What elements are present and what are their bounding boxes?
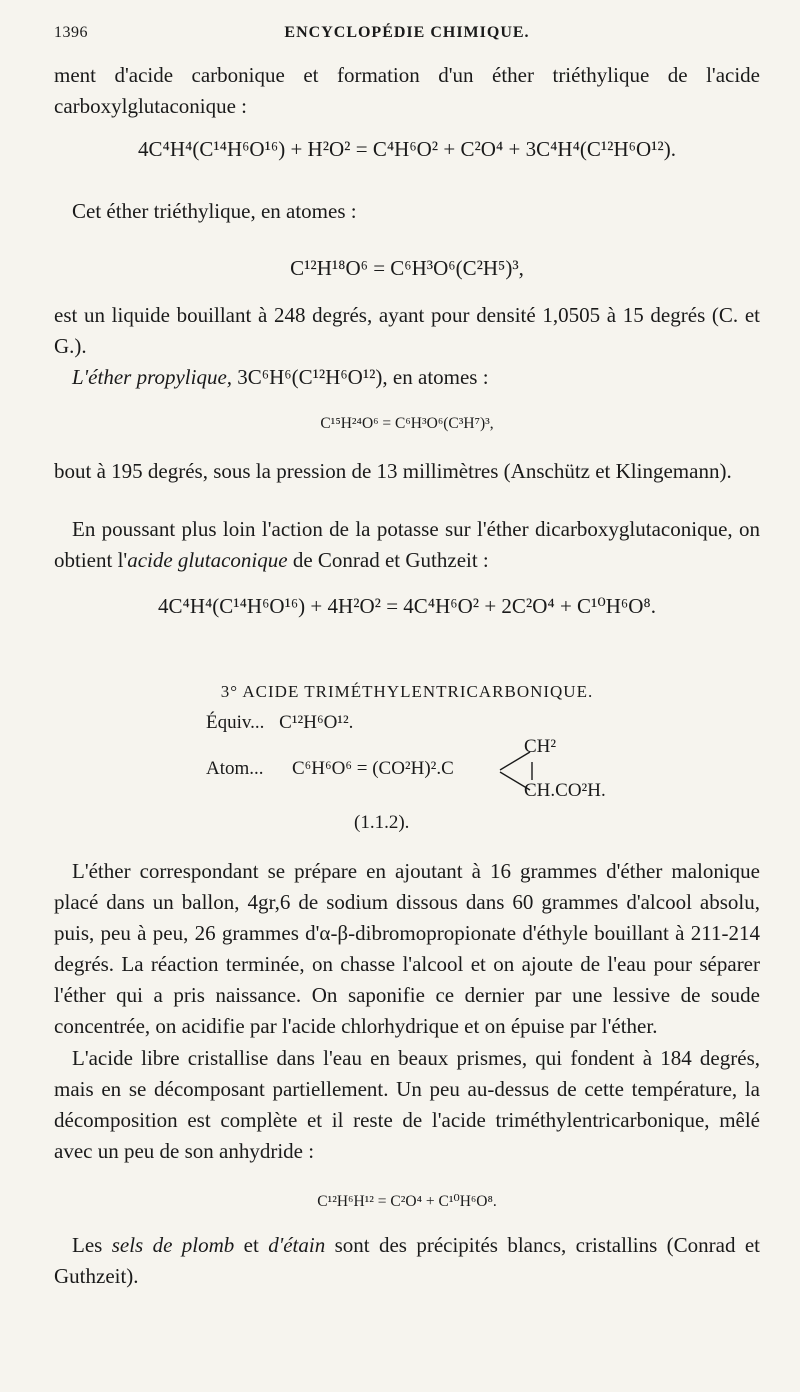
atom-formula: C⁶H⁶O⁶ = (CO²H)².C	[292, 758, 454, 779]
equation-3: C¹⁵H²⁴O⁶ = C⁶H³O⁶(C³H⁷)³,	[320, 415, 494, 432]
paragraph-2: Cet éther triéthylique, en atomes :	[72, 199, 357, 223]
atom-ch2-group: CH²	[524, 736, 557, 757]
position-index: (1.1.2).	[354, 812, 410, 833]
tin-salts-term: d'étain	[268, 1233, 326, 1257]
paragraph-3: est un liquide bouillant à 248 degrés, ayant pour densité 1,0505 à 15 degrés (C. et G.).	[54, 303, 760, 358]
equation-1: 4C⁴H⁴(C¹⁴H⁶O¹⁶) + H²O² = C⁴H⁶O² + C²O⁴ + 3C⁴H⁴(C¹²H⁶O¹²).	[138, 137, 676, 161]
section-number: 3°	[220, 682, 239, 701]
propyl-ether-label: L'éther propylique,	[72, 365, 233, 389]
atom-ch-co2h-group: CH.CO²H.	[524, 780, 606, 801]
equation-2: C¹²H¹⁸O⁶ = C⁶H³O⁶(C²H⁵)³,	[290, 256, 524, 280]
equivalent-formula-row	[206, 712, 353, 734]
equation-4: 4C⁴H⁴(C¹⁴H⁶O¹⁶) + 4H²O² = 4C⁴H⁶O² + 2C²O⁴ + C¹⁰H⁶O⁸.	[157, 594, 656, 618]
paragraph-7: L'éther correspondant se prépare en ajoutant à 16 grammes d'éther malonique placé dans un ballon, 4gr,6 de sodium dissous dans 60 grammes d'alcool absolu, puis, peu à peu, 26 grammes d'α-β-dibromopropionate d'éthyle bouillant à 211-214 degrés. La réaction terminée, on chasse l'alcool et on ajoute de l'eau pour séparer l'éther qui a pris naissance. On saponifie ce dernier par une lessive de soude concentrée, on acidifie par l'acide chlorhydrique et on épuise par l'éther.	[54, 859, 760, 1038]
glutaconic-acid-term: acide glutaconique	[127, 548, 288, 572]
equiv-label: Équiv...	[206, 712, 265, 733]
lead-salts-term: sels de plomb	[111, 1233, 235, 1257]
section-heading	[54, 682, 760, 702]
paragraph-8: L'acide libre cristallise dans l'eau en beaux prismes, qui fondent à 184 degrés, mais en se décomposant partiellement. Un peu au-dessus de cette température, la décomposition est complète et il reste de l'acide triméthylentricarbonique, mêlé avec un peu de son anhydride :	[54, 1046, 760, 1163]
page-header	[54, 24, 760, 50]
equiv-formula: C¹²H⁶O¹².	[279, 712, 354, 733]
equation-5: C¹²H⁶H¹² = C²O⁴ + C¹⁰H⁶O⁸.	[317, 1193, 497, 1210]
running-title: ENCYCLOPÉDIE CHIMIQUE.	[284, 24, 530, 41]
paragraph-9: Les sels de plomb et d'étain sont des précipités blancs, cristallins (Conrad et Guthzeit).	[54, 1233, 761, 1288]
paragraph-5: bout à 195 degrés, sous la pression de 13 millimètres (Anschütz et Klingemann).	[54, 459, 732, 483]
paragraph-4: L'éther propylique, 3C⁶H⁶(C¹²H⁶O¹²), en atomes :	[72, 365, 489, 389]
paragraph-6: En poussant plus loin l'action de la potasse sur l'éther dicarboxyglutaconique, on obtient l'acide glutaconique de Conrad et Guthzeit :	[54, 517, 760, 572]
atomic-formula-row	[206, 736, 726, 812]
section-title: ACIDE TRIMÉTHYLENTRICARBONIQUE.	[242, 682, 594, 701]
page-number: 1396	[54, 24, 88, 41]
atom-label: Atom...	[206, 758, 264, 779]
paragraph-1: ment d'acide carbonique et formation d'un éther triéthylique de l'acide carboxylglutaconique :	[54, 63, 760, 118]
